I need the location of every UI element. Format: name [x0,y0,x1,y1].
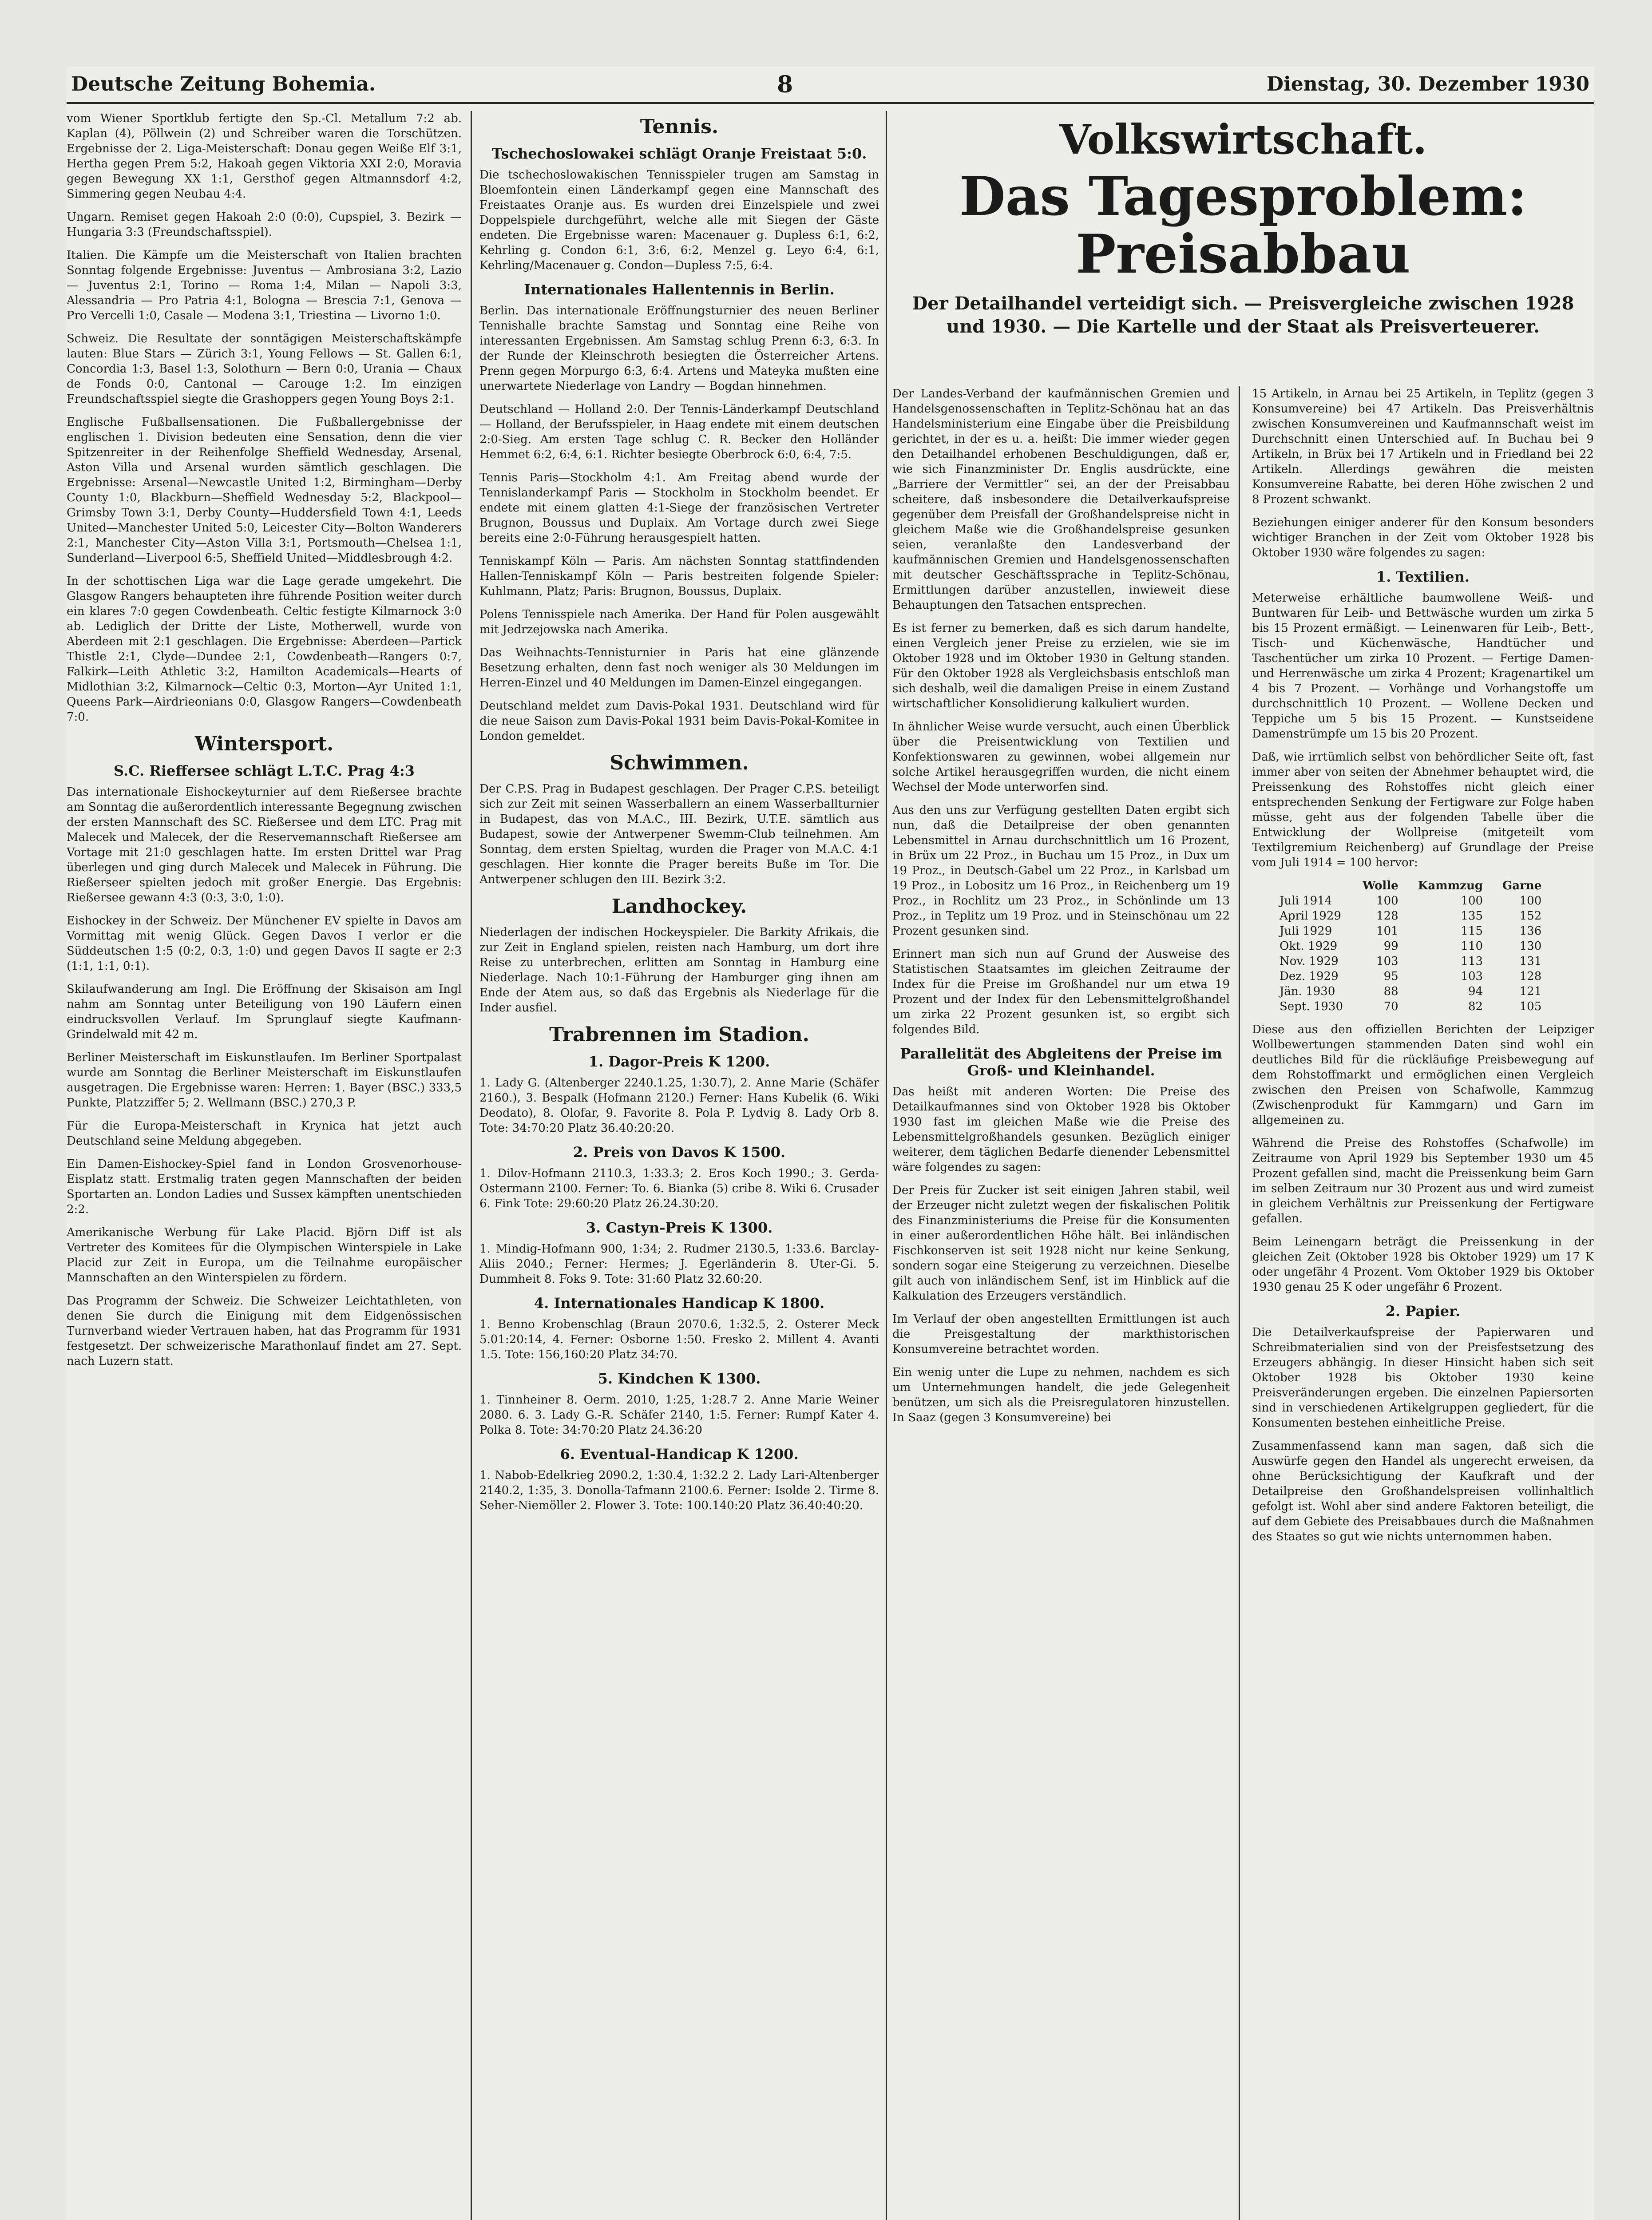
main-headline: Das Tagesproblem: Preisabbau [959,165,1527,285]
table-cell: 100 [1461,894,1483,908]
table-row [1270,984,1551,999]
article-paragraph: Schweiz. Die Resultate der sonntägigen Meisterschaftskämpfe lauten: Blue Stars — Zürich 3:1, Young Fellows — St. Gallen 6:1, Concordia 1:3, Basel 1:3, Solothurn — Bern 0:0, Urania — Chaux de Fonds 0:0, Cantonal — Carouge 1:2. Im einzigen Freundschaftsspiel siegte die Grashoppers gegen Young Boys 2:1. [67,332,462,406]
article-paragraph: Die Detailverkaufspreise der Papierwaren und Schreibmaterialien sind von der Preisfestsetzung des Erzeugers abhängig. In dieser Hinsicht haben sich seit Oktober 1928 bis Oktober 1930 keine Preisveränderungen ergeben. Die einzelnen Papiersorten sind in verschiedenen Artikelgruppen gegliedert, für die Konsumenten bestehen einheitliche Preise. [1252,1326,1594,1430]
table-header: Kammzug [1418,879,1483,892]
table-row [1270,999,1551,1014]
table-cell: 88 [1383,985,1398,998]
article-paragraph: vom Wiener Sportklub fertigte den Sp.-Cl. Metallum 7:2 ab. Kaplan (4), Pöllwein (2) und Schreiber waren die Torschützen. Ergebnisse der 2. Liga-Meisterschaft: Donau gegen Weiße Elf 3:1, Hertha gegen Prem 5:2, Hakoah gegen Viktoria XXI 2:0, Moravia gegen Bewegung XX 1:1, Gersthof gegen Altmannsdorf 4:2, Simmering gegen Neubau 4:4. [67,112,462,201]
race-results: 1. Dilov-Hofmann 2110.3, 1:33.3; 2. Eros Koch 1990.; 3. Gerda-Ostermann 2100. Ferner: To. 6. Bianka (5) cribe 8. Wiki 6. Crusader 6. Fink Tote: 29:60:20 Platz 26.24.30:20. [479,1167,879,1210]
table-cell: Juli 1929 [1280,924,1332,938]
table-header-row [1270,878,1551,893]
article-paragraph: Aus den uns zur Verfügung gestellten Daten ergibt sich nun, daß die Detailpreise der oben genannten Lebensmittel in Arnau durchschnittlich um 16 Prozent, in Brüx um 22 Proz., in Buchau um 15 Proz., in Dux um 19 Proz., in Deutsch-Gabel um 22 Proz., in Karlsbad um 19 Proz., in Lobositz um 16 Proz., in Reichenberg um 19 Proz., in Rochlitz um 23 Proz., in Schönlinde um 13 Proz., in Teplitz um 19 Proz. und in Steinschönau um 22 Prozent gesunken sind. [892,804,1230,938]
article-paragraph: Berliner Meisterschaft im Eiskunstlaufen. Im Berliner Sportpalast wurde am Sonntag die Berliner Meisterschaft im Eiskunstlaufen ausgetragen. Die Ergebnisse waren: Herren: 1. Bayer (BSC.) 333,5 Punkte, Platzziffer 5; 2. Wellmann (BSC.) 270,3 P. [67,1051,462,1110]
economy-section [892,111,1594,2220]
table-row [1270,939,1551,954]
race-heading: 4. Internationales Handicap K 1800. [534,1295,825,1312]
table-row [1270,893,1551,908]
race-results: 1. Tinnheiner 8. Oerm. 2010, 1:25, 1:28.7 2. Anne Marie Weiner 2080. 6. 3. Lady G.-R. Schäfer 2140, 1:5. Ferner: Rumpf Kater 4. Polka 8. Tote: 34:70:20 Platz 24.36:20 [479,1393,879,1437]
article-paragraph: Meterweise erhältliche baumwollene Weiß- und Buntwaren für Leib- und Bettwäsche wurden um zirka 5 bis 15 Prozent ermäßigt. — Leinenwaren für Leib-, Bett-, Tisch- und Küchenwäsche, Handtücher und Taschentücher um zirka 10 Prozent. — Fertige Damen- und Herrenwäsche um zirka 4 Prozent; Kragenartikel um 4 bis 7 Prozent. — Vorhänge und Vorhangstoffe um durchschnittlich 10 Prozent. — Wollene Decken und Teppiche um 5 bis 15 Prozent. — Kunstseidene Damenstrümpfe um 15 bis 20 Prozent. [1252,591,1594,741]
article-paragraph: Ein wenig unter die Lupe zu nehmen, nachdem es sich um Unternehmungen handelt, die jede Gelegenheit benützen, um sich als die Preisregulatoren hinzustellen. In Saaz (gegen 3 Konsumvereine) bei [892,1366,1230,1424]
article-paragraph: Im Verlauf der oben angestellten Ermittlungen ist auch die Preisgestaltung der markthistorischen Konsumvereine betrachtet worden. [892,1312,1230,1356]
table-cell: 121 [1519,985,1542,998]
table-cell: 105 [1519,1000,1542,1013]
table-cell: 99 [1383,940,1398,953]
sub-headline: Der Detailhandel verteidigt sich. — Preisvergleiche zwischen 1928 und 1930. — Die Kartelle und der Staat als Preisverteuerer. [912,293,1574,337]
article-subheading: Parallelität des Abgleitens der Preise im Groß- und Kleinhandel. [900,1045,1222,1079]
race-heading: 5. Kindchen K 1300. [598,1370,761,1387]
table-cell: 103 [1376,955,1398,968]
article-paragraph: Niederlagen der indischen Hockeyspieler. Die Barkity Afrikais, die zur Zeit in England spielen, reisten nach Hamburg, um dort ihre Reise zu unterbrechen, erlitten am Sonntag in Hamburg eine Niederlage. Nach 10:1-Führung der Hamburger ging ihnen am Ende der Atem aus, so daß das Ergebnis als Niederlage für die Inder ausfiel. [479,926,879,1015]
article-paragraph: Diese aus den offiziellen Berichten der Leipziger Wollbewertungen stammenden Daten sind wohl ein deutliches Bild für die rückläufige Preisbewegung auf dem Rohstoffmarkt und ermöglichen einen Vergleich zwischen den Preisen von Schafwolle, Kammzug (Zwischenprodukt für Kammgarn) und Garn im allgemeinen zu. [1252,1023,1594,1127]
table-cell: 128 [1519,970,1542,983]
wool-price-table [1270,878,1551,1014]
table-row [1270,954,1551,969]
article-paragraph: Ungarn. Remiset gegen Hakoah 2:0 (0:0), Cupspiel, 3. Bezirk — Hungaria 3:3 (Freundschaftsspiel). [67,210,462,239]
article-paragraph: Berlin. Das internationale Eröffnungsturnier des neuen Berliner Tennishalle brachte Samstag und Sonntag eine Reihe von interessanten Ergebnissen. Am Samstag schlug Prenn 6:3, 6:3. In der Runde der Kleinschroth besiegten die Österreicher Artens. Prenn gegen Morpurgo 6:3, 6:4. Artens und Mateyka mußten eine unerwartete Niederlage von Landry — Bogdan hinnehmen. [479,304,879,393]
column-rule [886,111,887,2220]
table-cell: Sept. 1930 [1280,1000,1343,1013]
article-paragraph: Für die Europa-Meisterschaft in Krynica hat jetzt auch Deutschland seine Meldung abgegeben. [67,1119,462,1148]
article-paragraph: Eishockey in der Schweiz. Der Münchener EV spielte in Davos am Vormittag mit wenig Glück. Gegen Davos I verlor er die Süddeutschen 1:5 (0:2, 0:3, 1:0) und gegen Davos II sagte er 2:3 (1:1, 1:1, 0:1). [67,914,462,973]
article-paragraph: In der schottischen Liga war die Lage gerade umgekehrt. Die Glasgow Rangers behaupteten ihre führende Position weiter durch ein klares 7:0 gegen Cowdenbeath. Celtic festigte Kilmarnock 3:0 ab. Lediglich der Dritte der Liste, Motherwell, wurde von Aberdeen mit 2:1 geschlagen. Die Ergebnisse: Aberdeen—Partick Thistle 2:1, Clyde—Dundee 2:1, Cowdenbeath—Rangers 0:7, Falkirk—Leith Athletic 3:2, Hamilton Academicals—Hearts of Midlothian 3:2, Kilmarnock—Celtic 0:3, Morton—Ayr United 1:1, Queens Park—Airdrieonians 0:0, Glasgow Rangers—Cowdenbeath 7:0. [67,575,462,724]
table-cell: Jän. 1930 [1280,985,1335,998]
article-paragraph: Beziehungen einiger anderer für den Konsum besonders wichtiger Branchen in der Zeit vom Oktober 1928 bis Oktober 1930 wäre folgendes zu sagen: [1252,516,1594,559]
newspaper-name: Deutsche Zeitung Bohemia. [71,73,376,95]
race-results: 1. Mindig-Hofmann 900, 1:34; 2. Rudmer 2130.5, 1:33.6. Barclay-Aliis 2040.; Ferner: Hermes; J. Egerländerin 8. Uter-Gi. 5. Dummheit 8. Foks 9. Tote: 31:60 Platz 32.60:20. [479,1242,879,1286]
table-cell: 131 [1519,955,1542,968]
issue-date: Dienstag, 30. Dezember 1930 [1266,73,1589,95]
race-heading: 3. Castyn-Preis K 1300. [586,1219,773,1236]
table-cell: 101 [1376,924,1398,938]
table-cell: 135 [1461,909,1483,923]
table-cell: 100 [1519,894,1542,908]
article-paragraph: Englische Fußballsensationen. Die Fußballergebnisse der englischen 1. Division bedeuten eine Sensation, denn die vier Spitzenreiter in der Reihenfolge Sheffield Wednesday, Arsenal, Aston Villa und Arsenal wurden sämtlich geschlagen. Die Ergebnisse: Arsenal—Newcastle United 1:2, Birmingham—Derby County 1:0, Blackburn—Sheffield Wednesday 5:2, Blackpool—Grimsby Town 3:1, Derby County—Huddersfield Town 4:1, Leeds United—Manchester United 5:0, Leicester City—Bolton Wanderers 2:1, Manchester City—Aston Villa 3:1, Portsmouth—Chelsea 1:1, Sunderland—Liverpool 6:5, Sheffield United—Middlesbrough 4:2. [67,416,462,565]
table-row [1270,908,1551,924]
race-heading: 1. Dagor-Preis K 1200. [588,1053,770,1070]
article-paragraph: Das Programm der Schweiz. Die Schweizer Leichtathleten, von denen Sie durch die Einigung mit dem Eidgenössischen Turnverband wieder Vertrauen haben, hat das Programm für 1931 festgesetzt. Der schweizerische Marathonlauf findet am 27. Sept. nach Luzern statt. [67,1294,462,1368]
table-cell: 70 [1383,1000,1398,1013]
column-rule [471,111,472,2220]
article-paragraph: Die tschechoslowakischen Tennisspieler trugen am Samstag in Bloemfontein einen Länderkampf gegen eine Mannschaft des Freistaates Oranje aus. Es wurden drei Einzelspiele und zwei Doppelspiele durchgeführt, welche alle mit Siegen der Gäste endeten. Die Ergebnisse waren: Macenauer g. Dupless 6:1, 6:2, Kehrling g. Condon 6:1, 3:6, 6:2, Menzel g. Leyo 6:4, 6:1, Kehrling/Macenauer g. Condon—Dupless 7:5, 6:4. [479,168,879,272]
article-paragraph: Tenniskampf Köln — Paris. Am nächsten Sonntag stattfindenden Hallen-Tenniskampf Köln — Paris bestreiten folgende Spieler: Kuhlmann, Platz; Paris: Brugnon, Boussus, Duplaix. [479,555,879,598]
section-heading-trotting: Trabrennen im Stadion. [549,1023,809,1046]
article-paragraph: Der C.P.S. Prag in Budapest geschlagen. Der Prager C.P.S. beteiligt sich zur Zeit mit seinen Wasserballern an einem Wasserballturnier in Budapest, das von M.A.C., III. Bezirk, U.T.E. sämtlich aus Budapest, sowie der Antwerpener Swemm-Club teilnehmen. Am Sonntag, dem ersten Spieltag, wurden die Prager von M.A.C. 4:1 geschlagen. Hier konnte die Prager bereits Buße im Tor. Die Antwerpener schlugen den III. Bezirk 3:2. [479,782,879,886]
article-paragraph: Der Landes-Verband der kaufmännischen Gremien und Handelsgenossenschaften in Teplitz-Schönau hat an das Handelsministerium eine Eingabe über die Preisbildung gerichtet, in der es u. a. heißt: Die immer wieder gegen den Detailhandel erhobenen Beschuldigungen, daß er, wie sich Finanzminister Dr. Englis ausdrückte, eine „Barriere der Vermittler“ sei, an der der Preisabbau scheitere, daß insbesondere die Detailverkaufspreise gegenüber dem Preisfall der Großhandelspreise nicht in gleichem Maße wie die Großhandelspreise gesunken seien, veranlaßte den Landesverband der kaufmännischen Gremien und Handelsgenossenschaften mit deutscher Geschäftssprache in Teplitz-Schönau, Ermittlungen darüber anzustellen, inwieweit diese Behauptungen den Tatsachen entsprechen. [892,387,1230,612]
article-subheading: 1. Textilien. [1376,568,1470,585]
article-paragraph: Erinnert man sich nun auf Grund der Ausweise des Statistischen Staatsamtes im gleichen Zeitraume der Index für die Preise im Großhandel nur um etwa 19 Prozent und der Index für den Lebensmittelgroßhandel um zirka 22 Prozent gesunken ist, so ergibt sich folgendes Bild. [892,947,1230,1036]
page-number: 8 [777,71,793,98]
table-cell: Dez. 1929 [1280,970,1339,983]
article-paragraph: Daß, wie irrtümlich selbst von behördlicher Seite oft, fast immer aber von seiten der Abnehmer behauptet wird, die Preissenkung des Rohstoffes nicht gleich einer entsprechenden Senkung der Fertigware zur Folge haben müsse, geht aus der folgenden Tabelle über die Entwicklung der Wollpreise (mitgeteilt vom Textilgremium Reichenberg) auf Grundlage der Preise vom Juli 1914 = 100 hervor: [1252,750,1594,869]
section-heading-tennis: Tennis. [640,115,719,138]
article-paragraph: Skilaufwanderung am Ingl. Die Eröffnung der Skisaison am Ingl nahm am Sonntag unter Beteiligung von 190 Läufern einen eindrucksvollen Verlauf. Im Sprunglauf siegte Kaufmann-Grindelwald mit 42 m. [67,983,462,1041]
article-paragraph: 15 Artikeln, in Arnau bei 25 Artikeln, in Teplitz (gegen 3 Konsumvereine) bei 47 Artikeln. Das Preisverhältnis zwischen Konsumvereinen und Kaufmannschaft weist im Durchschnitt einen Unterschied auf. In Buchau bei 9 Artikeln, in Brüx bei 17 Artikeln und in Friedland bei 22 Artikeln. Allerdings gewähren die meisten Konsumvereine Rabatte, bei deren Höhe zwischen 2 und 8 Prozent schwankt. [1252,387,1594,506]
article-paragraph: Amerikanische Werbung für Lake Placid. Björn Diff ist als Vertreter des Komitees für die Olympischen Winterspiele in Lake Placid zur Zeit in Europa, um die Teilnahme europäischer Mannschaften an den Winterspielen zu fördern. [67,1226,462,1284]
article-paragraph: Beim Leinengarn beträgt die Preissenkung in der gleichen Zeit (Oktober 1928 bis Oktober 1929) um 17 K oder ungefähr 4 Prozent. Vom Oktober 1929 bis Oktober 1930 genau 25 K oder ungefähr 6 Prozent. [1252,1235,1594,1294]
section-title: Volkswirtschaft. [1059,115,1427,163]
article-paragraph: Deutschland meldet zum Davis-Pokal 1931. Deutschland wird für die neue Saison zum Davis-Pokal 1931 beim Davis-Pokal-Komitee in London gemeldet. [479,699,879,743]
sports-column-1 [67,111,462,2220]
article-paragraph: Italien. Die Kämpfe um die Meisterschaft von Italien brachten Sonntag folgende Ergebnisse: Juventus — Ambrosiana 3:2, Lazio — Juventus 2:1, Torino — Roma 1:4, Milan — Napoli 3:3, Alessandria — Pro Patria 4:1, Bologna — Brescia 7:1, Genova — Pro Vercelli 1:0, Casale — Modena 3:1, Triestina — Livorno 1:0. [67,249,462,322]
newspaper-page [67,67,1594,2220]
table-cell: 113 [1461,955,1483,968]
column-rule [1239,386,1240,2220]
economy-column-left [892,386,1230,1433]
race-heading: 2. Preis von Davos K 1500. [573,1144,786,1161]
race-heading: 6. Eventual-Handicap K 1200. [560,1446,799,1463]
race-results: 1. Lady G. (Altenberger 2240.1.25, 1:30.7), 2. Anne Marie (Schäfer 2160.), 3. Bespalk (Hofmann 2120.) Ferner: Hans Kubelik (6. Wiki Deodato), 8. Olofar, 9. Favorite 8. Pola P. Lydvig 8. Lady Orb 8. Tote: 34:70:20 Platz 36.40:20:20. [479,1076,879,1135]
article-paragraph: Zusammenfassend kann man sagen, daß sich die Auswürfe gegen den Handel als ungerecht erweisen, da ohne Berücksichtigung der Kaufkraft und der Detailpreise den Großhandelspreisen vollinhaltlich gefolgt ist. Wohl aber sind andere Faktoren beteiligt, die auf dem Gebiete des Preisabbaues durch die Maßnahmen des Staates so gut wie nichts unternommen haben. [1252,1439,1594,1543]
section-heading-swimming: Schwimmen. [610,752,749,774]
table-cell: 152 [1519,909,1542,923]
table-cell: 103 [1461,970,1483,983]
table-header [1270,878,1353,893]
article-headline: Tschechoslowakei schlägt Oranje Freistaat 5:0. [491,145,867,162]
article-paragraph: Der Preis für Zucker ist seit einigen Jahren stabil, weil der Erzeuger nicht zuletzt wegen der fiskalischen Politik des Finanzministeriums die Preise für die Konsumenten in einer außerordentlichen Höhe hält. Bei inländischen Fischkonserven ist seit 1928 nicht nur keine Senkung, sondern sogar eine Steigerung zu verzeichnen. Dieselbe gilt auch von inländischem Senf, ist im Hinblick auf die Kalkulation des Erzeugers verständlich. [892,1184,1230,1303]
economy-column-right [1252,386,1594,1552]
article-paragraph: Polens Tennisspiele nach Amerika. Der Hand für Polen ausgewählt mit Jedrzejowska nach Amerika. [479,608,879,636]
article-paragraph: In ähnlicher Weise wurde versucht, auch einen Überblick über die Preisentwicklung von Textilien und Konfektionswaren zu gewinnen, wobei allgemein nur solche Artikel herausgegriffen wurden, die nicht einem Wechsel der Mode unterworfen sind. [892,720,1230,794]
article-paragraph: Es ist ferner zu bemerken, daß es sich darum handelte, einen Vergleich jener Preise zu erzielen, wie sie im Oktober 1928 und im Oktober 1930 in Geltung standen. Für den Oktober 1928 als Vergleichsbasis entschloß man sich deshalb, weil die damaligen Preise in einem Zustand wirtschaftlicher Konsolidierung kalkuliert wurden. [892,622,1230,710]
table-cell: 130 [1519,940,1542,953]
race-results: 1. Benno Krobenschlag (Braun 2070.6, 1:32.5, 2. Osterer Meck 5.01:20:14, 4. Ferner: Osborne 1:50. Fresko 2. Millent 4. Avanti 1.5. Tote: 156,160:20 Platz 34:70. [479,1318,879,1361]
sports-column-2 [479,111,879,2220]
table-cell: 82 [1468,1000,1483,1013]
table-header: Garne [1502,879,1542,892]
article-headline: S.C. Rieffersee schlägt L.T.C. Prag 4:3 [114,762,415,779]
masthead [67,67,1594,104]
table-cell: 136 [1519,924,1542,938]
table-cell: April 1929 [1280,909,1341,923]
section-heading-field-hockey: Landhockey. [611,895,747,918]
section-heading-wintersport: Wintersport. [194,733,334,755]
table-header: Wolle [1363,879,1398,892]
table-cell: 95 [1383,970,1398,983]
table-cell: Okt. 1929 [1280,940,1338,953]
article-paragraph: Das heißt mit anderen Worten: Die Preise des Detailkaufmannes sind von Oktober 1928 bis Oktober 1930 fast im gleichen Maße wie die Preise des Lebensmittelgroßhandels gesunken. Bezüglich einiger weiterer, dem täglichen Bedarfe dienender Lebensmittel wäre folgendes zu sagen: [892,1085,1230,1174]
table-cell: 100 [1376,894,1398,908]
article-paragraph: Das internationale Eishockeyturnier auf dem Rießersee brachte am Sonntag die außerordentlich interessante Begegnung zwischen der ersten Mannschaft des SC. Rießersee und dem LTC. Prag mit Malecek und Malecek, der die Reservemannschaft Rießersee am Vortage mit 21:0 geschlagen hatte. Im ersten Drittel war Prag überlegen und ging durch Malecek und Malecek in Führung. Die Rießerseer spielten jedoch mit großer Energie. Das Ergebnis: Rießersee gewann 4:3 (0:3, 3:0, 1:0). [67,785,462,904]
table-cell: 115 [1461,924,1483,938]
table-cell: 94 [1468,985,1483,998]
article-headline: Internationales Hallentennis in Berlin. [524,281,835,298]
article-paragraph: Das Weihnachts-Tennisturnier in Paris hat eine glänzende Besetzung erhalten, denn fast noch weniger als 30 Meldungen im Herren-Einzel und 40 Meldungen im Damen-Einzel eingegangen. [479,646,879,690]
table-cell: Juli 1914 [1280,894,1332,908]
article-paragraph: Deutschland — Holland 2:0. Der Tennis-Länderkampf Deutschland — Holland, der Berufsspieler, in Haag endete mit einem deutschen 2:0-Sieg. Am ersten Tage schlug C. R. Becker den Holländer Hemmet 6:2, 6:4, 6:1. Richter besiegte Oberbrock 6:0, 6:4, 7:5. [479,403,879,461]
table-row [1270,969,1551,984]
article-paragraph: Während die Preise des Rohstoffes (Schafwolle) im Zeitraume von April 1929 bis September 1930 um 45 Prozent gefallen sind, macht die Preissenkung beim Garn im selben Zeitraum nur 30 Prozent aus und wird zumeist in gleichem Verhältnis zur Preissenkung der Fertigware gefallen. [1252,1137,1594,1225]
table-cell: Nov. 1929 [1280,955,1339,968]
table-cell: 128 [1376,909,1398,923]
table-row [1270,924,1551,939]
article-subheading: 2. Papier. [1385,1303,1461,1320]
table-cell: 110 [1461,940,1483,953]
article-paragraph: Tennis Paris—Stockholm 4:1. Am Freitag abend wurde der Tennislanderkampf Paris — Stockholm in Stockholm beendet. Er endete mit einem glatten 4:1-Siege der französischen Vertreter Brugnon, Boussus und Duplaix. Am Vortage durch zwei Siege bereits eine 2:0-Führung herausgespielt hatten. [479,471,879,545]
article-paragraph: Ein Damen-Eishockey-Spiel fand in London Grosvenorhouse-Eisplatz statt. Erstmalig traten gegen Mannschaften der beiden Sportarten an. London Ladies und Sussex kämpften unentschieden 2:2. [67,1158,462,1216]
race-results: 1. Nabob-Edelkrieg 2090.2, 1:30.4, 1:32.2 2. Lady Lari-Altenberger 2140.2, 1:35, 3. Donolla-Tafmann 2100.6. Ferner: Isolde 2. Tirme 8. Seher-Niemöller 2. Flower 3. Tote: 100.140:20 Platz 36.40:40:20. [479,1469,879,1512]
